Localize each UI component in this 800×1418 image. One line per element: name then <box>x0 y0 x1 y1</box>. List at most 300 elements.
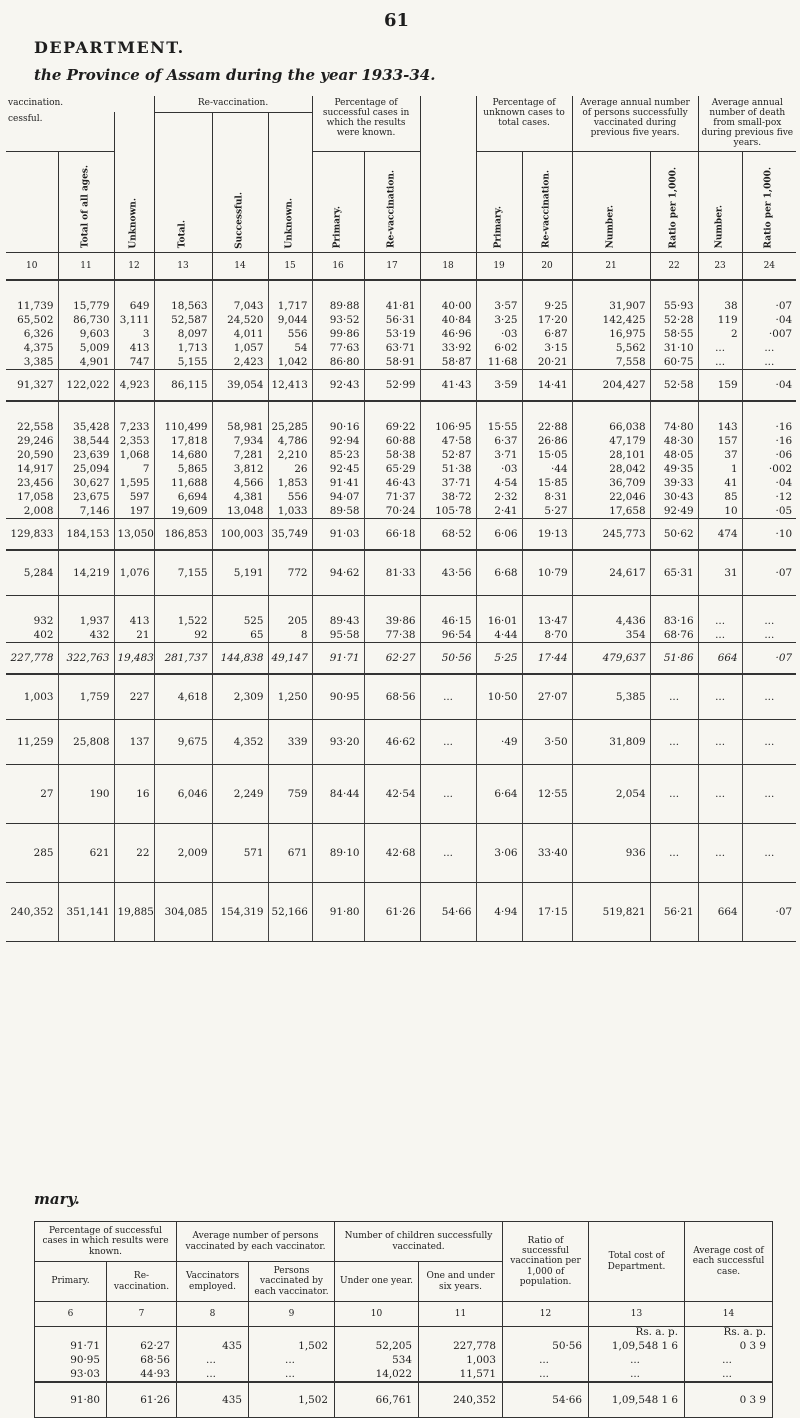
table-cell: 37·71 <box>420 476 476 490</box>
total-row <box>6 519 796 551</box>
table-cell: ... <box>742 765 796 824</box>
table-cell: 92·43 <box>312 370 364 402</box>
table-cell: 100,003 <box>212 519 268 551</box>
table-row <box>6 462 796 476</box>
col-header-successful: Successful. <box>212 112 268 253</box>
table-cell: 13,050 <box>114 519 154 551</box>
table-cell: 7,934 <box>212 434 268 448</box>
table-cell: 1,502 <box>249 1382 335 1418</box>
table-cell: 62·27 <box>364 643 420 675</box>
table-cell: 0 3 9 <box>685 1382 773 1418</box>
table-cell: 91·80 <box>35 1382 107 1418</box>
column-number: 10 <box>6 253 58 281</box>
table-cell: 6·02 <box>476 341 522 355</box>
table-cell: 68·56 <box>364 674 420 720</box>
table-cell: 70·24 <box>364 504 420 519</box>
table-cell: 3·57 <box>476 280 522 313</box>
table-cell: 7,155 <box>154 550 212 596</box>
table-cell: 11,688 <box>154 476 212 490</box>
table-cell: ... <box>698 765 742 824</box>
table-cell: 13·47 <box>522 596 572 629</box>
table-cell: 4,923 <box>114 370 154 402</box>
table-cell: 48·30 <box>650 434 698 448</box>
table-cell: 56·21 <box>650 883 698 942</box>
table-cell: 19,609 <box>154 504 212 519</box>
table-cell: ... <box>742 596 796 629</box>
table-cell: 2·41 <box>476 504 522 519</box>
column-number: 17 <box>364 253 420 281</box>
table-cell: 6·68 <box>476 550 522 596</box>
table-cell: 37 <box>698 448 742 462</box>
table-cell: ... <box>698 596 742 629</box>
table-cell: 93·52 <box>312 313 364 327</box>
table-cell: 3·15 <box>522 341 572 355</box>
table-cell: 2,353 <box>114 434 154 448</box>
table-cell: 15·85 <box>522 476 572 490</box>
total-row <box>6 643 796 675</box>
col-header-number: Number. <box>572 152 650 253</box>
table-cell: 15·55 <box>476 401 522 434</box>
table-cell: 159 <box>698 370 742 402</box>
table-cell: 25,094 <box>58 462 114 476</box>
table-cell: 31 <box>698 550 742 596</box>
table-cell: 190 <box>58 765 114 824</box>
column-number-row <box>6 253 796 281</box>
header-vaccination: vaccination. <box>8 98 64 108</box>
table-cell: 66·18 <box>364 519 420 551</box>
table-cell: 65,502 <box>17 314 54 327</box>
table-cell: 90·16 <box>312 401 364 434</box>
table-cell: ... <box>206 1368 216 1381</box>
col-header-revacc: Re-vaccination. <box>364 152 420 253</box>
table-cell: 143 <box>698 401 742 434</box>
table-cell: ... <box>420 765 476 824</box>
table-cell: 556 <box>268 327 312 341</box>
summary-col-primary: Primary. <box>35 1262 107 1302</box>
table-cell: 5,385 <box>572 674 650 720</box>
table-cell: ·07 <box>742 550 796 596</box>
table-cell: 8·70 <box>522 628 572 643</box>
table-cell: 63·71 <box>364 341 420 355</box>
table-row <box>6 550 796 596</box>
table-cell: 68·76 <box>650 628 698 643</box>
currency-label: Rs. a. p. <box>723 1326 767 1339</box>
table-cell: 39,054 <box>212 370 268 402</box>
table-row <box>6 490 796 504</box>
table-cell: ... <box>650 674 698 720</box>
table-cell: 51·38 <box>420 462 476 476</box>
summary-data-rows <box>35 1327 773 1383</box>
table-cell: 92·49 <box>650 504 698 519</box>
table-cell: ... <box>650 720 698 765</box>
table-row <box>6 327 796 341</box>
table-cell: 44·93 <box>140 1368 171 1381</box>
table-cell: ·10 <box>742 519 796 551</box>
table-cell: 85·23 <box>312 448 364 462</box>
table-cell: 759 <box>268 765 312 824</box>
table-cell: 55·93 <box>650 280 698 313</box>
table-cell: 52·87 <box>420 448 476 462</box>
table-cell: ·04 <box>742 370 796 402</box>
table-cell: 205 <box>268 596 312 629</box>
table-cell: 227 <box>114 674 154 720</box>
table-cell: 20,590 <box>17 449 54 462</box>
table-cell: 93·03 <box>70 1368 100 1381</box>
table-cell: 86,730 <box>58 313 114 327</box>
table-cell: 2,009 <box>154 824 212 883</box>
table-row <box>6 628 796 643</box>
table-cell: 2,309 <box>212 674 268 720</box>
table-cell: 28,101 <box>572 448 650 462</box>
table-cell: 556 <box>268 490 312 504</box>
table-cell: 2,008 <box>23 505 54 518</box>
table-cell: 339 <box>268 720 312 765</box>
table-cell: 23,456 <box>17 477 54 490</box>
table-cell: 1,853 <box>268 476 312 490</box>
table-cell: 91,327 <box>6 370 58 402</box>
column-number: 19 <box>476 253 522 281</box>
summary-column <box>107 1327 177 1383</box>
table-cell: ... <box>742 720 796 765</box>
table-cell: 23,639 <box>58 448 114 462</box>
summary-column <box>503 1327 589 1383</box>
table-cell: ... <box>285 1354 295 1367</box>
table-cell: 1,937 <box>58 596 114 629</box>
table-cell: 9·25 <box>522 280 572 313</box>
table-cell: 197 <box>114 504 154 519</box>
table-cell: 40·00 <box>420 280 476 313</box>
table-cell: 52,587 <box>154 313 212 327</box>
table-cell: 11,259 <box>6 720 58 765</box>
table-cell: 936 <box>572 824 650 883</box>
table-cell: 4,618 <box>154 674 212 720</box>
table-cell: 10 <box>698 504 742 519</box>
table-cell: 3·25 <box>476 313 522 327</box>
table-cell: 17·15 <box>522 883 572 942</box>
table-cell: 534 <box>392 1354 413 1367</box>
table-cell: 3 <box>114 327 154 341</box>
table-cell: 19,483 <box>114 643 154 675</box>
table-cell: 435 <box>222 1340 243 1353</box>
table-cell: 91·41 <box>312 476 364 490</box>
table-cell: 92 <box>154 628 212 643</box>
table-cell: 184,153 <box>58 519 114 551</box>
table-cell: 413 <box>114 596 154 629</box>
table-cell: 5,562 <box>572 341 650 355</box>
table-cell: 3·71 <box>476 448 522 462</box>
table-cell: 3,385 <box>23 356 54 369</box>
table-cell: 119 <box>698 313 742 327</box>
header-avg-persons: Average annual number of persons successfully vaccinated during previous five years. <box>572 96 698 152</box>
column-number: 11 <box>58 253 114 281</box>
column-number: 15 <box>268 253 312 281</box>
table-cell: ... <box>698 674 742 720</box>
table-cell: ... <box>630 1354 640 1367</box>
table-cell: 20·21 <box>522 355 572 370</box>
table-cell: 12,413 <box>268 370 312 402</box>
table-cell: ·03 <box>476 462 522 476</box>
table-cell: 46·15 <box>420 596 476 629</box>
table-cell: 92·45 <box>312 462 364 476</box>
table-cell: 94·62 <box>312 550 364 596</box>
table-cell: 14,022 <box>375 1368 413 1381</box>
table-cell: 39·33 <box>650 476 698 490</box>
grand-total-row <box>6 883 796 942</box>
summary-header-cost: Total cost of Department. <box>589 1222 685 1302</box>
table-cell: 6,046 <box>154 765 212 824</box>
table-cell: 66,761 <box>335 1382 419 1418</box>
table-cell: 671 <box>268 824 312 883</box>
table-cell: ... <box>650 765 698 824</box>
table-cell: 6·37 <box>476 434 522 448</box>
table-cell: 6·64 <box>476 765 522 824</box>
table-cell: 38,544 <box>58 434 114 448</box>
table-cell: 435 <box>177 1382 249 1418</box>
summary-col-one-six: One and under six years. <box>419 1262 503 1302</box>
table-row <box>6 341 796 355</box>
table-cell: 3·50 <box>522 720 572 765</box>
table-cell: 6,326 <box>23 328 54 341</box>
table-cell: ... <box>742 341 796 355</box>
table-cell: 38·72 <box>420 490 476 504</box>
table-cell: 21 <box>114 628 154 643</box>
table-cell: 50·62 <box>650 519 698 551</box>
table-cell: 49,147 <box>268 643 312 675</box>
column-number: 13 <box>589 1302 685 1327</box>
table-cell: ... <box>285 1368 295 1381</box>
col-header-unknown-rv: Unknown. <box>268 112 312 253</box>
table-row <box>6 355 796 370</box>
table-cell: 60·75 <box>650 355 698 370</box>
table-cell: 351,141 <box>58 883 114 942</box>
table-cell: 91·71 <box>70 1340 100 1353</box>
table-cell: 204,427 <box>572 370 650 402</box>
header-pct-unknown: Percentage of unknown cases to total cases. <box>476 96 572 152</box>
table-cell: 1,09,548 1 6 <box>589 1382 685 1418</box>
table-row <box>6 824 796 883</box>
table-cell: 40·84 <box>420 313 476 327</box>
column-number: 8 <box>177 1302 249 1327</box>
table-cell: 7,233 <box>114 401 154 434</box>
summary-header-avgcost: Average cost of each successful case. <box>685 1222 773 1302</box>
table-cell: 4·94 <box>476 883 522 942</box>
table-cell: 33·92 <box>420 341 476 355</box>
table-cell: 95·58 <box>312 628 364 643</box>
table-cell: 1,759 <box>58 674 114 720</box>
table-cell: ... <box>698 824 742 883</box>
table-cell: 5,155 <box>154 355 212 370</box>
table-cell: 11,571 <box>459 1368 497 1381</box>
table-cell: 186,853 <box>154 519 212 551</box>
summary-col-persons: Persons vaccinated by each vaccinator. <box>249 1262 335 1302</box>
table-cell: 38 <box>698 280 742 313</box>
table-cell: ... <box>650 824 698 883</box>
table-row <box>6 401 796 434</box>
page-subtitle: the Province of Assam during the year 1933-34. <box>34 66 436 84</box>
summary-column <box>589 1327 685 1383</box>
table-cell: 240,352 <box>419 1382 503 1418</box>
table-cell: 479,637 <box>572 643 650 675</box>
table-cell: 245,773 <box>572 519 650 551</box>
table-cell: 22·88 <box>522 401 572 434</box>
table-cell: 14,219 <box>58 550 114 596</box>
table-cell: 54 <box>268 341 312 355</box>
table-cell: 89·88 <box>312 280 364 313</box>
table-cell: 413 <box>114 341 154 355</box>
table-row <box>6 280 796 313</box>
column-number: 21 <box>572 253 650 281</box>
summary-header-children: Number of children successfully vaccinated. <box>335 1222 503 1262</box>
table-cell: 1,033 <box>268 504 312 519</box>
table-cell: 7,146 <box>58 504 114 519</box>
col-header-total: Total. <box>154 112 212 253</box>
table-cell: 571 <box>212 824 268 883</box>
table-cell: 16,975 <box>572 327 650 341</box>
table-cell: 16 <box>114 765 154 824</box>
table-cell: 281,737 <box>154 643 212 675</box>
table-cell: 25,285 <box>268 401 312 434</box>
column-number: 10 <box>335 1302 419 1327</box>
table-cell: 90·95 <box>312 674 364 720</box>
table-cell: 36,709 <box>572 476 650 490</box>
table-cell: 137 <box>114 720 154 765</box>
table-cell: 90·95 <box>70 1354 100 1367</box>
table-cell: 1,057 <box>212 341 268 355</box>
table-cell: 3·59 <box>476 370 522 402</box>
summary-col-under-one: Under one year. <box>335 1262 419 1302</box>
column-number: 13 <box>154 253 212 281</box>
table-cell: 322,763 <box>58 643 114 675</box>
table-cell: 77·38 <box>364 628 420 643</box>
column-number: 12 <box>503 1302 589 1327</box>
table-cell: 1,076 <box>114 550 154 596</box>
table-row <box>6 448 796 462</box>
summary-column <box>177 1327 249 1383</box>
col-header-death-ratio: Ratio per 1,000. <box>742 152 796 253</box>
table-cell: 4,352 <box>212 720 268 765</box>
table-cell: 4,436 <box>572 596 650 629</box>
table-cell: 39·86 <box>364 596 420 629</box>
col-header-total-ages: Total of all ages. <box>58 152 114 253</box>
table-cell: ... <box>698 628 742 643</box>
table-cell: 25,808 <box>58 720 114 765</box>
table-cell: 52·58 <box>650 370 698 402</box>
table-row <box>6 434 796 448</box>
table-cell: 1,003 <box>466 1354 497 1367</box>
table-cell: 61·26 <box>364 883 420 942</box>
table-cell: 747 <box>114 355 154 370</box>
table-row <box>6 476 796 490</box>
table-cell: 240,352 <box>6 883 58 942</box>
table-cell: 932 <box>33 615 54 628</box>
table-cell: 65·31 <box>650 550 698 596</box>
table-cell: 26 <box>268 462 312 476</box>
table-cell: 17,818 <box>154 434 212 448</box>
table-cell: 54·66 <box>503 1382 589 1418</box>
table-cell: 621 <box>58 824 114 883</box>
table-cell: 106·95 <box>420 401 476 434</box>
table-row <box>6 765 796 824</box>
table-cell: 46·96 <box>420 327 476 341</box>
table-cell: 89·10 <box>312 824 364 883</box>
column-number: 23 <box>698 253 742 281</box>
table-cell: ·49 <box>476 720 522 765</box>
table-cell: ... <box>742 355 796 370</box>
table-cell: 14,917 <box>17 463 54 476</box>
table-cell: 84·44 <box>312 765 364 824</box>
table-cell: 27 <box>6 765 58 824</box>
table-cell: 2·32 <box>476 490 522 504</box>
table-cell: 91·03 <box>312 519 364 551</box>
table-cell: 5,191 <box>212 550 268 596</box>
table-cell: 5,865 <box>154 462 212 476</box>
table-cell: 304,085 <box>154 883 212 942</box>
table-cell: 14,680 <box>154 448 212 462</box>
table-cell: 86,115 <box>154 370 212 402</box>
table-cell: 56·31 <box>364 313 420 327</box>
table-cell: 31,809 <box>572 720 650 765</box>
table-cell: ... <box>206 1354 216 1367</box>
table-cell: 4·44 <box>476 628 522 643</box>
table-cell: 49·35 <box>650 462 698 476</box>
col-header-revacc-unk: Re-vaccination. <box>522 152 572 253</box>
col-header-death-number: Number. <box>698 152 742 253</box>
table-cell: 10·79 <box>522 550 572 596</box>
summary-col-vaccinators: Vaccinators employed. <box>177 1262 249 1302</box>
page-number: 61 <box>384 10 410 31</box>
summary-column <box>419 1327 503 1383</box>
table-cell: 354 <box>572 628 650 643</box>
table-cell: 68·56 <box>140 1354 171 1367</box>
table-row <box>6 596 796 629</box>
table-cell: 17·20 <box>522 313 572 327</box>
table-cell: 52,205 <box>375 1340 413 1353</box>
col-header-primary: Primary. <box>312 152 364 253</box>
table-cell: 5·25 <box>476 643 522 675</box>
table-cell: ·16 <box>742 434 796 448</box>
table-cell: 53·19 <box>364 327 420 341</box>
table-cell: 50·56 <box>420 643 476 675</box>
table-cell: 157 <box>698 434 742 448</box>
table-cell: 41·43 <box>420 370 476 402</box>
column-number: 22 <box>650 253 698 281</box>
summary-col-revacc: Re-vaccination. <box>107 1262 177 1302</box>
table-cell: 8·31 <box>522 490 572 504</box>
table-cell: 519,821 <box>572 883 650 942</box>
table-cell: 772 <box>268 550 312 596</box>
table-row <box>6 313 796 327</box>
table-cell: 5,009 <box>58 341 114 355</box>
table-cell: 9,603 <box>58 327 114 341</box>
header-revaccination: Re-vaccination. <box>154 96 312 112</box>
table-cell: 23,675 <box>58 490 114 504</box>
table-cell: ... <box>420 824 476 883</box>
summary-table <box>34 1221 773 1418</box>
column-number: 9 <box>249 1302 335 1327</box>
table-cell: 4,786 <box>268 434 312 448</box>
table-cell: 89·43 <box>312 596 364 629</box>
column-number: 24 <box>742 253 796 281</box>
table-cell: 22 <box>114 824 154 883</box>
table-cell: 6·87 <box>522 327 572 341</box>
table-cell: 474 <box>698 519 742 551</box>
table-cell: ... <box>539 1368 549 1381</box>
table-cell: 7,281 <box>212 448 268 462</box>
table-cell: 42·54 <box>364 765 420 824</box>
table-cell: 110,499 <box>154 401 212 434</box>
table-cell: ... <box>698 720 742 765</box>
table-cell: 30,627 <box>58 476 114 490</box>
